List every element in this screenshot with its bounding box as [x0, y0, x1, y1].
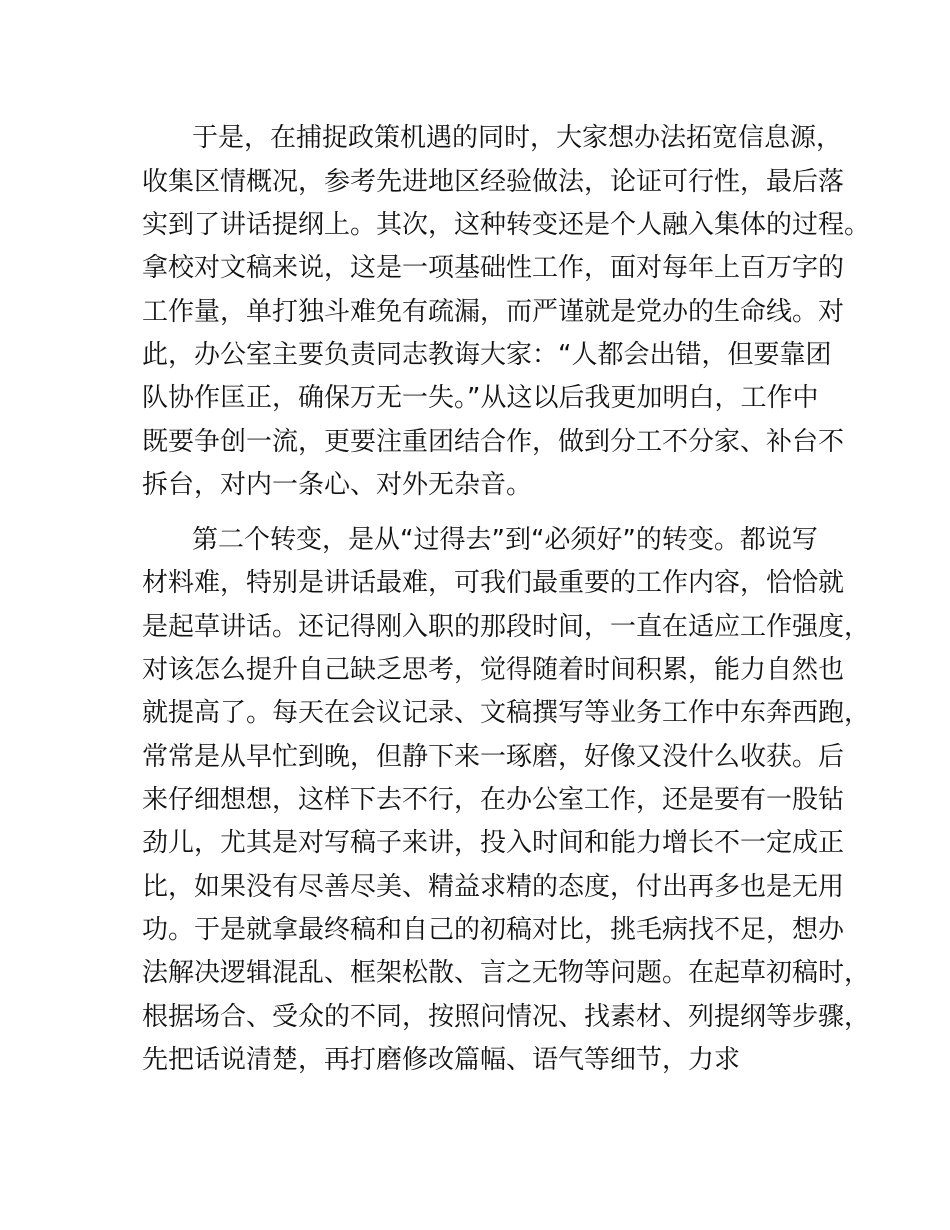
paragraph-2-line-10: 功。于是就拿最终稿和自己的初稿对比，挑毛病找不足，想办: [142, 915, 845, 945]
paragraph-2-line-3: 是起草讲话。还记得刚入职的那段时间，一直在适应工作强度，: [142, 612, 871, 642]
paragraph-1-line-2: 收集区情概况，参考先进地区经验做法，论证可行性，最后落: [142, 167, 845, 197]
paragraph-2-line-11: 法解决逻辑混乱、框架松散、言之无物等问题。在起草初稿时，: [142, 958, 871, 988]
paragraph-1-line-1: 于是，在捕捉政策机遇的同时，大家想办法拓宽信息源，: [192, 123, 843, 153]
paragraph-2-line-1: 第二个转变，是从“过得去”到“必须好”的转变。都说写: [192, 525, 818, 555]
paragraph-2-line-12: 根据场合、受众的不同，按照问情况、找素材、列提纲等步骤，: [142, 1002, 871, 1032]
paragraph-2-line-13: 先把话说清楚，再打磨修改篇幅、语气等细节，力求: [142, 1045, 741, 1075]
paragraph-1-line-6: 此，办公室主要负责同志教诲大家：“人都会出错，但要靠团: [142, 340, 832, 370]
paragraph-2-line-6: 常常是从早忙到晚，但静下来一琢磨，好像又没什么收获。后: [142, 742, 845, 772]
paragraph-2-line-4: 对该怎么提升自己缺乏思考，觉得随着时间积累，能力自然也: [142, 655, 845, 685]
paragraph-1-line-4: 拿校对文稿来说，这是一项基础性工作，面对每年上百万字的: [142, 253, 845, 283]
paragraph-1-line-5: 工作量，单打独斗难免有疏漏，而严谨就是党办的生命线。对: [142, 297, 845, 327]
paragraph-2-line-7: 来仔细想想，这样下去不行，在办公室工作，还是要有一股钻: [142, 785, 845, 815]
paragraph-1-line-8: 既要争创一流，更要注重团结合作，做到分工不分家、补台不: [142, 427, 845, 457]
paragraph-2-line-5: 就提高了。每天在会议记录、文稿撰写等业务工作中东奔西跑，: [142, 698, 871, 728]
paragraph-2-line-2: 材料难，特别是讲话最难，可我们最重要的工作内容，恰恰就: [142, 568, 845, 598]
paragraph-2-line-8: 劲儿，尤其是对写稿子来讲，投入时间和能力增长不一定成正: [142, 828, 845, 858]
paragraph-1-line-7: 队协作匡正，确保万无一失。”从这以后我更加明白，工作中: [142, 383, 819, 413]
paragraph-2-line-9: 比，如果没有尽善尽美、精益求精的态度，付出再多也是无用: [142, 872, 845, 902]
paragraph-1-line-9: 拆台，对内一条心、对外无杂音。: [142, 470, 533, 500]
paragraph-1-line-3: 实到了讲话提纲上。其次，这种转变还是个人融入集体的过程。: [142, 210, 871, 240]
